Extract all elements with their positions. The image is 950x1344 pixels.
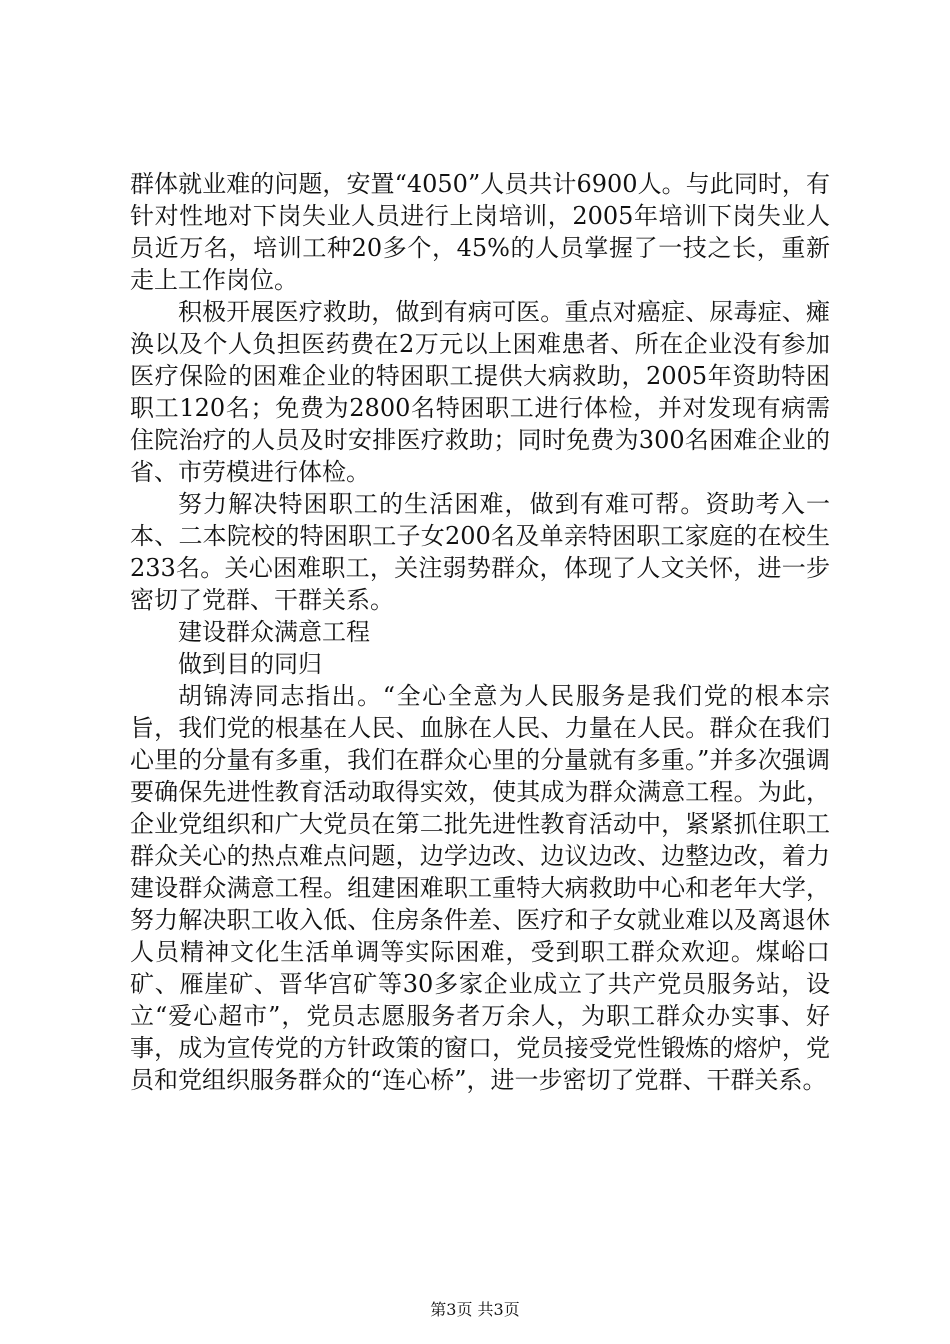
paragraph-continuation: 群体就业难的问题，安置“4050”人员共计6900人。与此同时，有针对性地对下岗失业人员进行上岗培训，2005年培训下岗失业人员近万名，培训工种20多个，45%的人员掌握了一技之长，重新走上工作岗位。	[130, 170, 830, 294]
paragraph-living-aid: 努力解决特困职工的生活困难，做到有难可帮。资助考入一本、二本院校的特困职工子女200名及单亲特困职工家庭的在校生233名。关心困难职工，关注弱势群众，体现了人文关怀，进一步密切了党群、干群关系。	[130, 490, 830, 614]
document-body	[130, 168, 830, 1096]
paragraph-medical-aid: 积极开展医疗救助，做到有病可医。重点对癌症、尿毒症、瘫涣以及个人负担医药费在2万元以上困难患者、所在企业没有参加医疗保险的困难企业的特困职工提供大病救助，2005年资助特困职工120名；免费为2800名特困职工进行体检，并对发现有病需住院治疗的人员及时安排医疗救助；同时免费为300名困难企业的省、市劳模进行体检。	[130, 298, 830, 486]
page-number-footer: 第3页 共3页	[430, 1300, 520, 1319]
section-heading: 建设群众满意工程	[178, 618, 370, 646]
paragraph-satisfaction-project: 胡锦涛同志指出。“全心全意为人民服务是我们党的根本宗旨，我们党的根基在人民、血脉在人民、力量在人民。群众在我们心里的分量有多重，我们在群众心里的分量就有多重。”并多次强调要确保先进性教育活动取得实效，使其成为群众满意工程。为此，企业党组织和广大党员在第二批先进性教育活动中，紧紧抓住职工群众关心的热点难点问题，边学边改、边议边改、边整边改，着力建设群众满意工程。组建困难职工重特大病救助中心和老年大学，努力解决职工收入低、住房条件差、医疗和子女就业难以及离退休人员精神文化生活单调等实际困难，受到职工群众欢迎。煤峪口矿、雁崖矿、晋华宫矿等30多家企业成立了共产党员服务站，设立“爱心超市”，党员志愿服务者万余人，为职工群众办实事、好事，成为宣传党的方针政策的窗口，党员接受党性锻炼的熔炉，党员和党组织服务群众的“连心桥”，进一步密切了党群、干群关系。	[130, 682, 830, 1094]
section-subheading: 做到目的同归	[178, 650, 322, 678]
